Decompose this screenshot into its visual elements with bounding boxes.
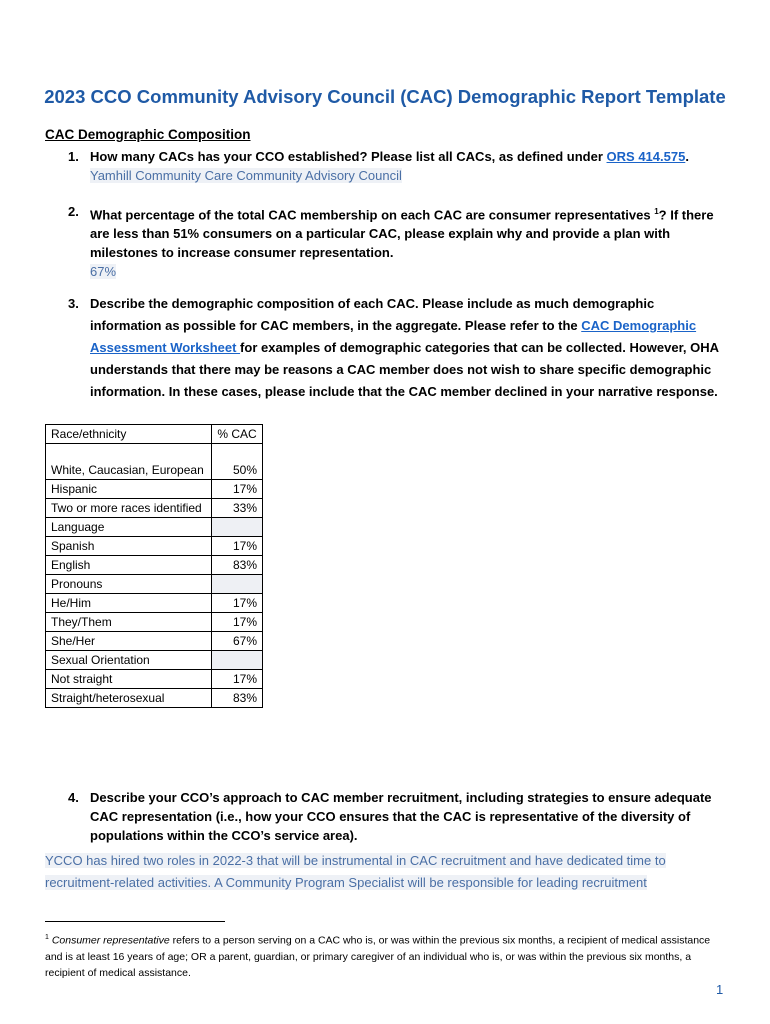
question-number: 4.	[68, 790, 79, 805]
page-title: 2023 CCO Community Advisory Council (CAC) Demographic Report Template	[44, 86, 726, 107]
question-punct: .	[685, 149, 689, 164]
table-header-row	[46, 425, 263, 444]
question-text-cont: for examples of demographic categories that can be collected. However, OHA understands that there may be reasons a CAC member does not wish to share specific demographic information. In these cases, please include that the CAC member declined in your narrative response.	[90, 340, 719, 399]
worksheet-link[interactable]: CAC Demographic Assessment Worksheet	[90, 318, 697, 355]
row-label: Spanish	[46, 537, 212, 556]
row-value: 83%	[212, 556, 263, 575]
answer-text[interactable]: Yamhill Community Care Community Advisory Council	[90, 168, 402, 183]
table-row	[46, 444, 263, 480]
row-value: 17%	[212, 670, 263, 689]
row-value: 17%	[212, 480, 263, 499]
footnote-marker: 1	[45, 934, 49, 941]
row-value: 50%	[212, 444, 263, 480]
row-label: Not straight	[46, 670, 212, 689]
table-category-row	[46, 518, 263, 537]
row-label: They/Them	[46, 613, 212, 632]
table-row	[46, 499, 263, 518]
row-label: Hispanic	[46, 480, 212, 499]
footnote-ref[interactable]: 1	[654, 207, 659, 216]
question-2	[68, 202, 728, 281]
page-number: 1	[716, 982, 724, 997]
row-label: English	[46, 556, 212, 575]
row-value: 83%	[212, 689, 263, 708]
row-value: 67%	[212, 632, 263, 651]
table-row	[46, 632, 263, 651]
row-value: 33%	[212, 499, 263, 518]
table-row	[46, 594, 263, 613]
footnote-text: refers to a person serving on a CAC who is, or was within the previous six months, a recipient of medical assistance and is at least 16 years of age; OR a parent, guardian, or primary caregiver of an individual who is, or was within the previous six months, a recipient of medical assistance.	[45, 934, 711, 979]
question-number: 2.	[68, 204, 79, 219]
table-row	[46, 613, 263, 632]
table-category-row	[46, 651, 263, 670]
row-value	[212, 651, 263, 670]
response-text[interactable]	[45, 850, 735, 894]
row-value: 17%	[212, 537, 263, 556]
demographics-table	[45, 424, 263, 708]
table-row	[46, 480, 263, 499]
table-row	[46, 689, 263, 708]
row-value: 17%	[212, 613, 263, 632]
footnote-term: Consumer representative	[51, 934, 170, 947]
table-header-cell: Race/ethnicity	[46, 425, 212, 444]
row-label: Pronouns	[46, 575, 212, 594]
row-label: Language	[46, 518, 212, 537]
table-row	[46, 537, 263, 556]
question-text: What percentage of the total CAC membership on each CAC are consumer representatives	[90, 207, 651, 223]
answer-text[interactable]: 67%	[90, 264, 117, 280]
row-label: Straight/heterosexual	[46, 689, 212, 708]
row-value	[212, 575, 263, 594]
row-label: He/Him	[46, 594, 212, 613]
row-label: She/Her	[46, 632, 212, 651]
question-text: Describe your CCO’s approach to CAC member recruitment, including strategies to ensure adequate CAC representation (i.e., how your CCO ensures that the CAC is representative of the diversity of populations within the CCO’s service area).	[90, 790, 712, 843]
row-label: White, Caucasian, European	[46, 444, 212, 480]
question-number: 1.	[68, 149, 79, 164]
answer-text[interactable]: YCCO has hired two roles in 2022-3 that will be instrumental in CAC recruitment and have dedicated time to recruitment-related activities. A Community Program Specialist will be responsible for leading recruitment	[45, 853, 666, 890]
question-text: How many CACs has your CCO established? Please list all CACs, as defined under	[90, 149, 607, 164]
section-title: CAC Demographic Composition	[45, 127, 251, 142]
table-header-cell: % CAC	[212, 425, 263, 444]
question-1	[68, 147, 728, 185]
row-label: Sexual Orientation	[46, 651, 212, 670]
table-category-row	[46, 575, 263, 594]
table-row	[46, 670, 263, 689]
row-label: Two or more races identified	[46, 499, 212, 518]
footnote	[45, 930, 725, 981]
ors-link[interactable]: ORS 414.575	[606, 149, 686, 164]
question-text-cont: ? If there are less than 51% consumers on a particular CAC, please explain why and provide a plan with milestones to increase consumer representation.	[90, 207, 714, 261]
footnote-divider	[45, 921, 225, 922]
table-row	[46, 556, 263, 575]
question-4	[68, 788, 728, 845]
row-value: 17%	[212, 594, 263, 613]
question-text: Describe the demographic composition of each CAC. Please include as much demographic information as possible for CAC members, in the aggregate. Please refer to the	[90, 296, 655, 333]
row-value	[212, 518, 263, 537]
question-number: 3.	[68, 296, 79, 311]
question-3	[68, 293, 728, 403]
